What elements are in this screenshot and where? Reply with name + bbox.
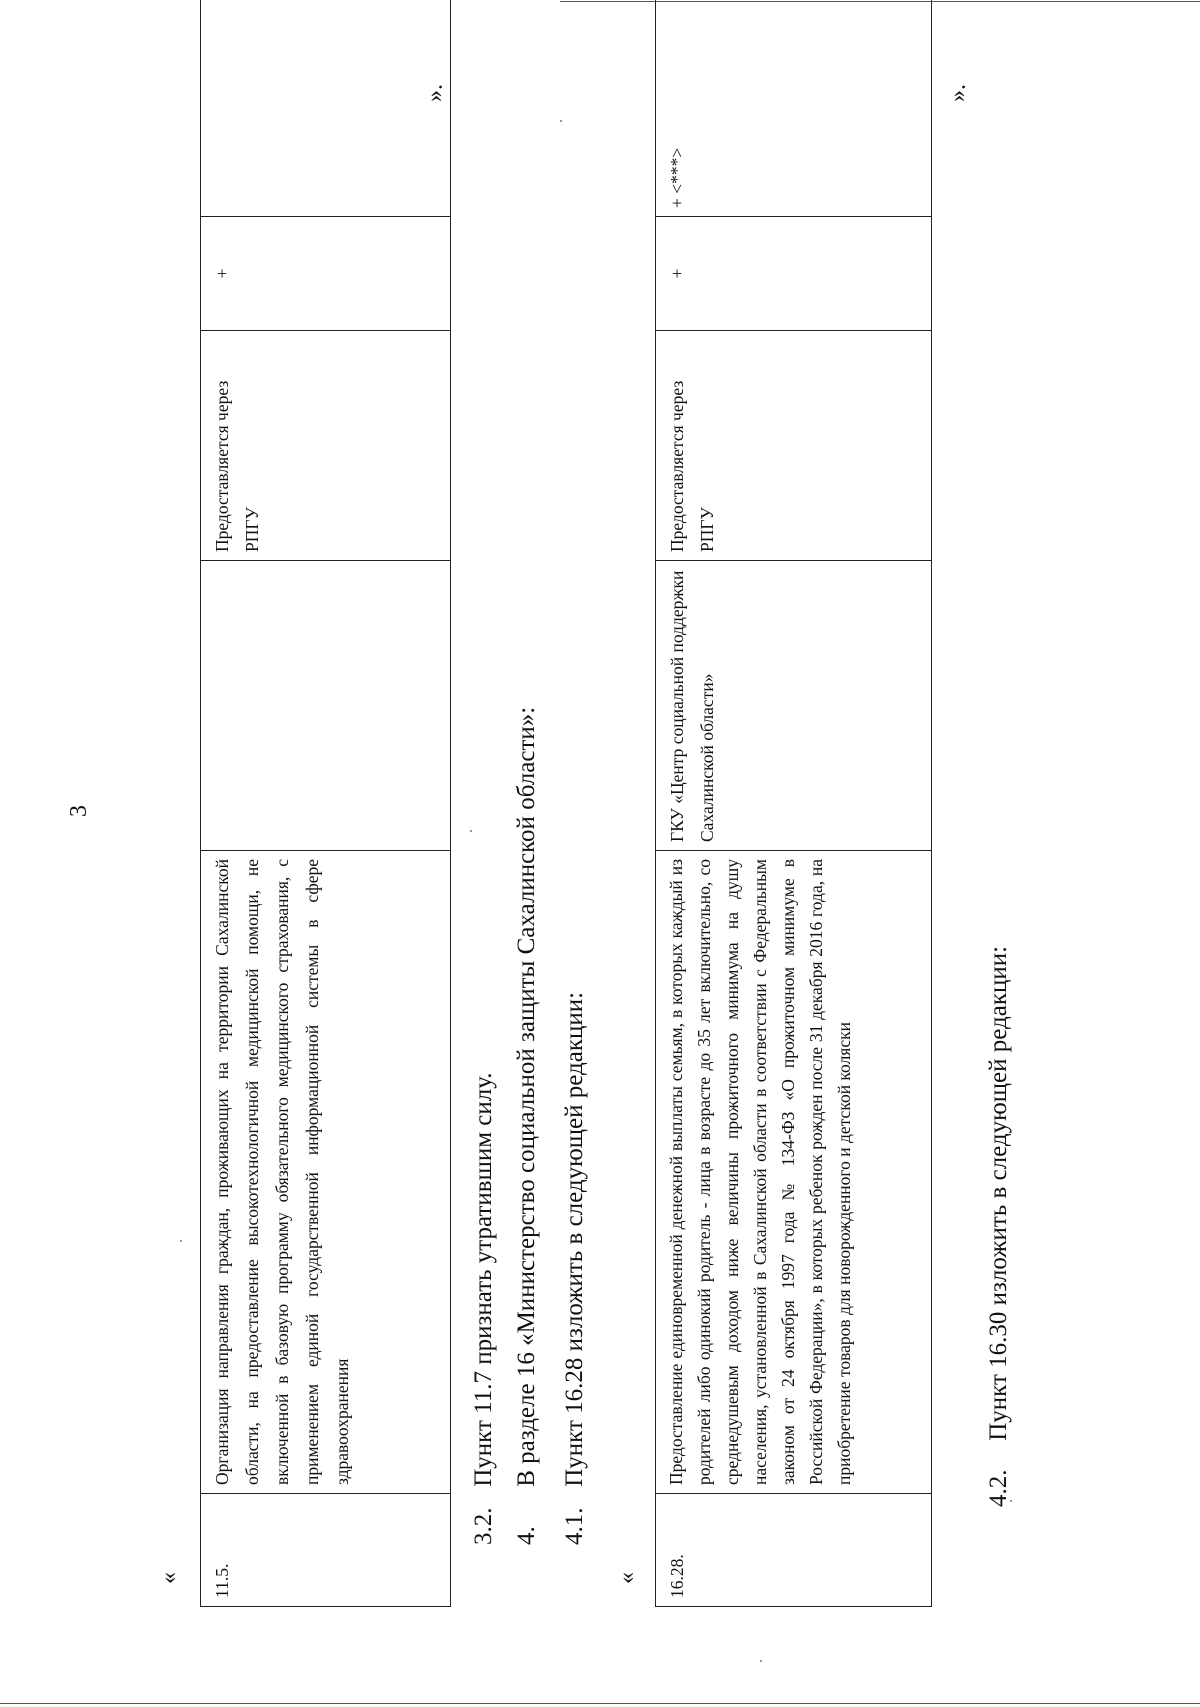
item-number-cell: 16.28.	[656, 1494, 932, 1607]
service-description-cell: Предоставление единовременной денежной выплаты семьям, в которых каждый из родителей либо одинокий родитель - лица в возрасте до 35 лет включительно, со среднедушевым доходом ниже величины прожиточного минимума на душу населения, установленной в Сахалинской области в соответствии с Федеральным законом от 24 октября 1997 года № 134-ФЗ «О прожиточном минимуме в Российской Федерации», в которых ребенок рожден после 31 декабря 2016 года, на приобретение товаров для новорожденного и детской коляски	[656, 851, 932, 1494]
table-row	[656, 0, 932, 1607]
paragraph-number: 4.1.	[561, 1507, 588, 1545]
paragraph-text: Пункт 16.28 изложить в следующей редакции:	[561, 991, 588, 1487]
extra-cell	[201, 0, 451, 217]
paragraph-number: 3.2.	[470, 1507, 497, 1545]
organization-cell: ГКУ «Центр социальной поддержки Сахалинской области»	[656, 561, 932, 851]
paragraph-3-2	[470, 1073, 498, 1545]
paragraph-text: Пункт 11.7 признать утратившим силу.	[470, 1072, 497, 1487]
open-quote-table1: «	[156, 1572, 182, 1584]
table-row	[201, 0, 451, 1607]
service-description-cell: Организация направления граждан, проживающих на территории Сахалинской области, на предоставление высокотехнологичной медицинской помощи, не включенной в базовую программу обязательного медицинского страхования, с применением единой государственной информационной системы в сфере здравоохранения	[201, 851, 451, 1494]
table-item-16-28	[655, 0, 932, 1607]
organization-cell	[201, 561, 451, 851]
paragraph-text: В разделе 16 «Министерство социальной защиты Сахалинской области»:	[513, 706, 540, 1487]
paragraph-number: 4.	[513, 1526, 540, 1545]
page-number: 3	[66, 805, 92, 817]
close-quote-table1: ».	[422, 84, 448, 102]
close-quote-table2: ».	[945, 84, 971, 102]
paragraph-4	[513, 707, 541, 1545]
item-number-cell: 11.5.	[201, 1494, 451, 1607]
paragraph-4-1	[561, 992, 589, 1545]
paragraph-text: Пункт 16.30 изложить в следующей редакции:	[985, 945, 1012, 1441]
rpgu-cell: Предоставляется через РПГУ	[656, 331, 932, 561]
paragraph-number: 4.2.	[985, 1469, 1012, 1507]
table-item-11-5	[200, 0, 451, 1607]
extra-cell: + <***>	[656, 0, 932, 217]
plus-cell: +	[656, 217, 932, 331]
plus-cell: +	[201, 217, 451, 331]
rpgu-cell: Предоставляется через РПГУ	[201, 331, 451, 561]
open-quote-table2: «	[614, 1572, 640, 1584]
paragraph-4-2	[985, 946, 1013, 1507]
